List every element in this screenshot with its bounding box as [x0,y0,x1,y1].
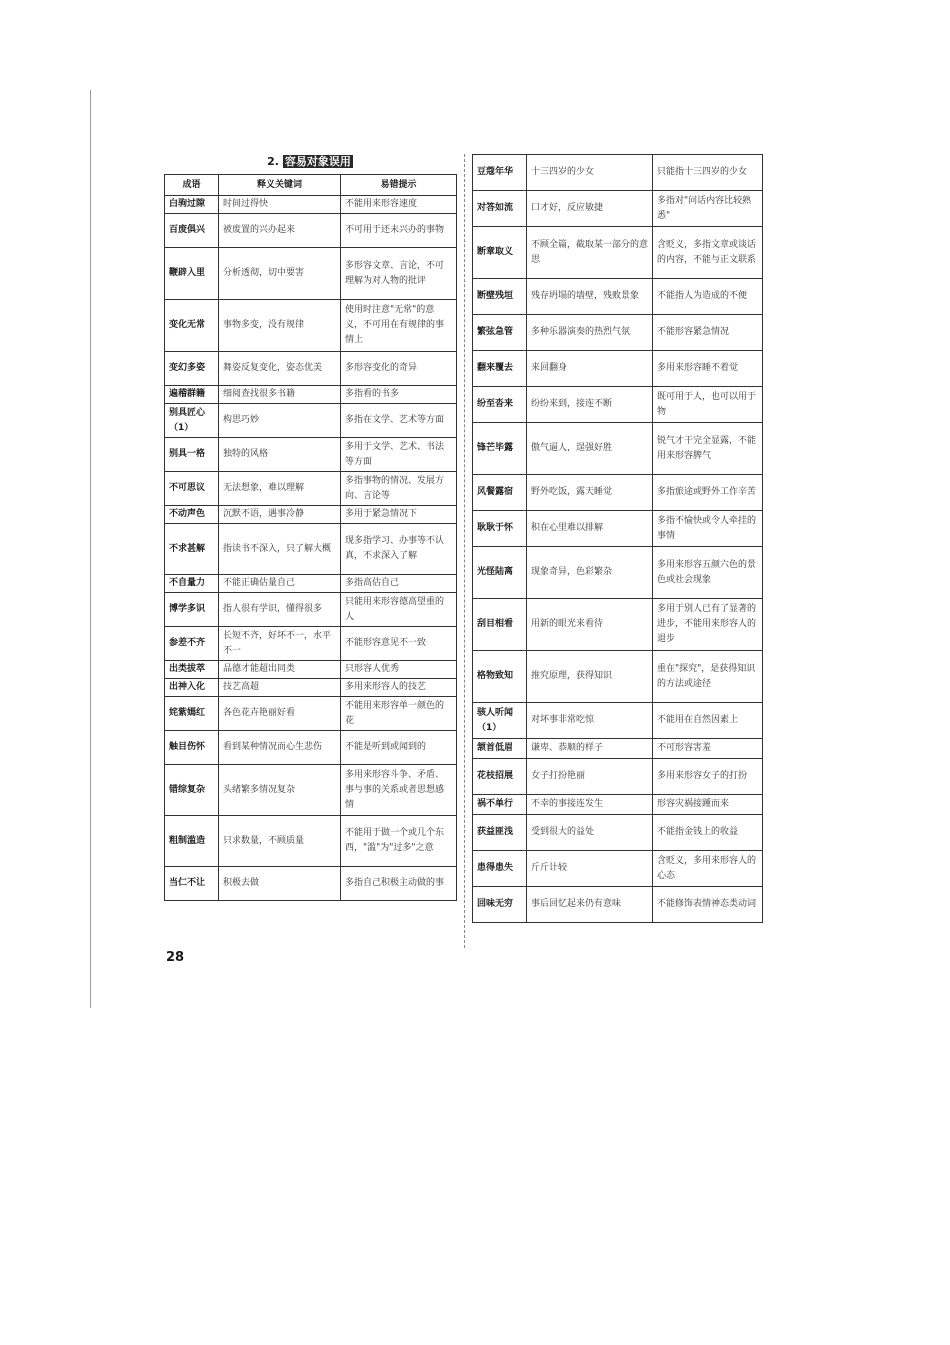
tip-cell: 多用于紧急情况下 [341,506,457,524]
table-row [473,475,763,511]
table-row [473,351,763,387]
tip-cell: 多指不愉快或令人牵挂的事情 [653,511,763,547]
idiom-cell: 错综复杂 [165,765,219,816]
header-tip: 易错提示 [341,175,457,196]
table-row [165,593,457,627]
tip-cell: 不能用来形容速度 [341,196,457,214]
table-row [473,759,763,795]
keyword-cell: 纷纷来到，接连不断 [527,387,653,423]
idiom-cell: 不求甚解 [165,524,219,575]
table-row [473,887,763,923]
tip-cell: 含贬义，多用来形容人的心态 [653,851,763,887]
table-row [165,661,457,679]
table-row [165,731,457,765]
keyword-cell: 积在心里难以排解 [527,511,653,547]
table-row [473,547,763,599]
tip-cell: 多用来形容斗争、矛盾、事与事的关系或者思想感情 [341,765,457,816]
keyword-cell: 技艺高超 [219,679,341,697]
binding-line [90,90,91,1008]
idiom-cell: 断章取义 [473,227,527,279]
keyword-cell: 积极去做 [219,867,341,901]
tip-cell: 不能形容意见不一致 [341,627,457,661]
keyword-cell: 口才好，反应敏捷 [527,191,653,227]
tip-cell: 多指自己积极主动做的事 [341,867,457,901]
table-row [473,155,763,191]
table-row [165,816,457,867]
tip-cell: 现多指学习、办事等不认真，不求深入了解 [341,524,457,575]
keyword-cell: 野外吃饭，露天睡觉 [527,475,653,511]
table-row [473,315,763,351]
tip-cell: 重在"探究"，是获得知识的方法或途径 [653,651,763,703]
table-row [473,191,763,227]
idiom-cell: 参差不齐 [165,627,219,661]
keyword-cell: 各色花卉艳丽好看 [219,697,341,731]
tip-cell: 不能修饰表情神态类动词 [653,887,763,923]
table-row [165,506,457,524]
idiom-cell: 刮目相看 [473,599,527,651]
tip-cell: 多指事物的情况、发展方向、言论等 [341,472,457,506]
tip-cell: 不能指人为造成的不便 [653,279,763,315]
keyword-cell: 看到某种情况而心生悲伤 [219,731,341,765]
table-row [473,651,763,703]
idiom-cell: 光怪陆离 [473,547,527,599]
table-row [473,511,763,547]
keyword-cell: 舞姿反复变化，姿态优美 [219,352,341,386]
section-number: 2. [267,155,279,168]
tip-cell: 不可用于还未兴办的事物 [341,214,457,248]
tip-cell: 锐气才干完全显露，不能用来形容脾气 [653,423,763,475]
keyword-cell: 推究原理，获得知识 [527,651,653,703]
table-row [165,697,457,731]
keyword-cell: 多种乐器演奏的热烈气氛 [527,315,653,351]
idiom-cell: 耿耿于怀 [473,511,527,547]
idiom-cell: 风餐露宿 [473,475,527,511]
idiom-cell: 回味无穷 [473,887,527,923]
keyword-cell: 不能正确估量自己 [219,575,341,593]
idiom-cell: 豆蔻年华 [473,155,527,191]
keyword-cell: 沉默不语，遇事冷静 [219,506,341,524]
idiom-cell: 出神入化 [165,679,219,697]
keyword-cell: 不幸的事接连发生 [527,795,653,815]
keyword-cell: 十三四岁的少女 [527,155,653,191]
idiom-cell: 当仁不让 [165,867,219,901]
tip-cell: 既可用于人，也可以用于物 [653,387,763,423]
table-row [165,196,457,214]
table-row [473,387,763,423]
idiom-cell: 百废俱兴 [165,214,219,248]
table-row [473,227,763,279]
idiom-cell: 对答如流 [473,191,527,227]
keyword-cell: 谦卑、恭顺的样子 [527,739,653,759]
idiom-cell: 祸不单行 [473,795,527,815]
tip-cell: 使用时注意"无常"的意义，不可用在有规律的事情上 [341,300,457,352]
table-row [473,279,763,315]
tip-cell: 只形容人优秀 [341,661,457,679]
idiom-cell: 断壁残垣 [473,279,527,315]
tip-cell: 不能用于做一个或几个东西，"滥"为"过多"之意 [341,816,457,867]
idiom-cell: 骇人听闻（1） [473,703,527,739]
table-row [473,423,763,475]
table-row [165,679,457,697]
tip-cell: 不可形容害羞 [653,739,763,759]
table-row [165,248,457,300]
tip-cell: 多用于文学、艺术、书法等方面 [341,438,457,472]
table-header-row [165,175,457,196]
tip-cell: 多用来形容睡不着觉 [653,351,763,387]
tip-cell: 含贬义，多指文章或谈话的内容，不能与正文联系 [653,227,763,279]
tip-cell: 不能指金钱上的收益 [653,815,763,851]
table-row [473,739,763,759]
idiom-cell: 不自量力 [165,575,219,593]
tip-cell: 多用来形容五颜六色的景色或社会现象 [653,547,763,599]
idiom-cell: 翻来覆去 [473,351,527,387]
idiom-cell: 获益匪浅 [473,815,527,851]
idiom-cell: 不动声色 [165,506,219,524]
table-row [165,627,457,661]
table-row [473,599,763,651]
keyword-cell: 对坏事非常吃惊 [527,703,653,739]
header-keyword: 释义关键词 [219,175,341,196]
table-row [473,815,763,851]
keyword-cell: 残存坍塌的墙壁，残败景象 [527,279,653,315]
section-title [164,154,456,170]
table-row [473,851,763,887]
idiom-cell: 触目伤怀 [165,731,219,765]
table-row [165,404,457,438]
keyword-cell: 只求数量，不顾质量 [219,816,341,867]
tip-cell: 多形容文章、言论，不可理解为对人物的批评 [341,248,457,300]
header-idiom: 成语 [165,175,219,196]
tip-cell: 多用于别人已有了显著的进步，不能用来形容人的退步 [653,599,763,651]
tip-cell: 只能用来形容德高望重的人 [341,593,457,627]
idiom-cell: 患得患失 [473,851,527,887]
keyword-cell: 现象奇异，色彩繁杂 [527,547,653,599]
keyword-cell: 被废置的兴办起来 [219,214,341,248]
keyword-cell: 细阅查找很多书籍 [219,386,341,404]
idiom-cell: 变化无常 [165,300,219,352]
keyword-cell: 构思巧妙 [219,404,341,438]
table-row [165,524,457,575]
idiom-cell: 格物致知 [473,651,527,703]
idiom-cell: 出类拔萃 [165,661,219,679]
keyword-cell: 指读书不深入，只了解大概 [219,524,341,575]
tip-cell: 不能形容紧急情况 [653,315,763,351]
keyword-cell: 受到很大的益处 [527,815,653,851]
idiom-cell: 姹紫嫣红 [165,697,219,731]
page-number: 28 [166,950,185,965]
table-row [165,352,457,386]
keyword-cell: 事后回忆起来仍有意味 [527,887,653,923]
tip-cell: 不能用来形容单一颜色的花 [341,697,457,731]
idiom-cell: 不可思议 [165,472,219,506]
tip-cell: 形容灾祸接踵而来 [653,795,763,815]
tip-cell: 多指旅途或野外工作辛苦 [653,475,763,511]
keyword-cell: 独特的风格 [219,438,341,472]
table-row [165,867,457,901]
keyword-cell: 无法想象，难以理解 [219,472,341,506]
keyword-cell: 用新的眼光来看待 [527,599,653,651]
idiom-cell: 白驹过隙 [165,196,219,214]
idiom-cell: 纷至沓来 [473,387,527,423]
idiom-table-right [472,154,763,923]
tip-cell: 不能是听到或闻到的 [341,731,457,765]
keyword-cell: 不顾全篇，截取某一部分的意思 [527,227,653,279]
idiom-table-left [164,174,457,901]
table-row [165,438,457,472]
tip-cell: 不能用在自然因素上 [653,703,763,739]
table-row [165,575,457,593]
tip-cell: 只能指十三四岁的少女 [653,155,763,191]
tip-cell: 多用来形容人的技艺 [341,679,457,697]
tip-cell: 多指高估自己 [341,575,457,593]
keyword-cell: 品德才能超出同类 [219,661,341,679]
idiom-cell: 别具一格 [165,438,219,472]
table-row [165,386,457,404]
table-row [165,300,457,352]
table-row [165,214,457,248]
table-row [165,765,457,816]
idiom-cell: 鞭辟入里 [165,248,219,300]
keyword-cell: 女子打扮艳丽 [527,759,653,795]
keyword-cell: 头绪繁多情况复杂 [219,765,341,816]
column-divider [464,154,465,948]
tip-cell: 多指看的书多 [341,386,457,404]
idiom-cell: 遍稽群籍 [165,386,219,404]
keyword-cell: 斤斤计较 [527,851,653,887]
section-title-text: 容易对象误用 [284,155,351,168]
keyword-cell: 时间过得快 [219,196,341,214]
idiom-cell: 别具匠心（1） [165,404,219,438]
table-row [473,703,763,739]
keyword-cell: 来回翻身 [527,351,653,387]
idiom-cell: 锋芒毕露 [473,423,527,475]
idiom-cell: 繁弦急管 [473,315,527,351]
idiom-cell: 粗制滥造 [165,816,219,867]
tip-cell: 多指在文学、艺术等方面 [341,404,457,438]
tip-cell: 多形容变化的奇异 [341,352,457,386]
keyword-cell: 傲气逼人，逞强好胜 [527,423,653,475]
tip-cell: 多指对"问话内容比较熟悉" [653,191,763,227]
keyword-cell: 指人很有学识，懂得很多 [219,593,341,627]
table-row [165,472,457,506]
idiom-cell: 花枝招展 [473,759,527,795]
idiom-cell: 博学多识 [165,593,219,627]
keyword-cell: 长短不齐，好坏不一，水平不一 [219,627,341,661]
keyword-cell: 事物多变，没有规律 [219,300,341,352]
tip-cell: 多用来形容女子的打扮 [653,759,763,795]
idiom-cell: 颔首低眉 [473,739,527,759]
idiom-cell: 变幻多姿 [165,352,219,386]
keyword-cell: 分析透彻，切中要害 [219,248,341,300]
table-row [473,795,763,815]
